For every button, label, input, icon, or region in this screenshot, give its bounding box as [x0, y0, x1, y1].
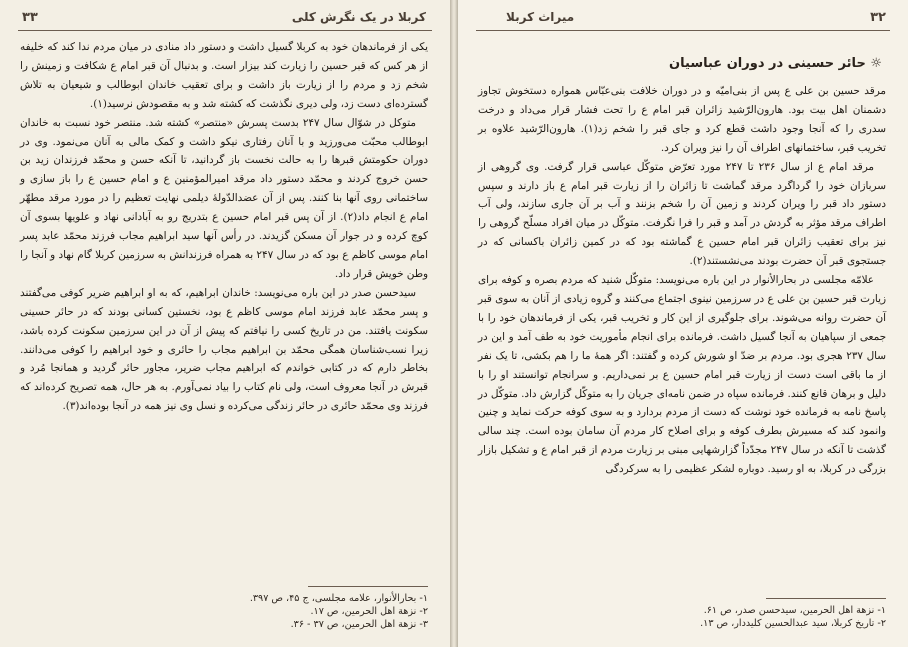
footnote: ۲- نزهة اهل الحرمین، ص ۱۷.: [310, 606, 428, 617]
right-page-number: ۳۲: [870, 10, 886, 25]
footnote: ۱- نزهة اهل الحرمین، سیدحسن صدر، ص ۶۱.: [703, 605, 886, 616]
paragraph: مرقد امام ع از سال ۲۳۶ تا ۲۴۷ مورد تعرّض متوکّل عباسی قرار گرفت. وی گروهی از سربازان خود را گرداگرد مرقد گماشت تا زائران را از زیارت قبر امام ع باز دارند و سپس دستور داد قبر را ویران کردند و زمین آن را شخم بزنند و آب بر آن جاری سازند، ولی آب اطراف مرقد مؤثر به گردش در آمد و قبر را فرا نگرفت. متوکّل در میان افراد مسلّح گروهی را نیز برای تعقیب زائران قبر امام حسین ع گماشته بود که در کمین زائران باکسانی که در جستجوی قبر آن حضرت بودند می‌نشستند(۲).: [478, 160, 886, 268]
left-page-number: ۳۳: [22, 10, 38, 25]
left-page-header: [18, 10, 432, 28]
footnote-rule: [308, 586, 428, 587]
paragraph: مرقد حسین بن علی ع پس از بنی‌امیّه و در دوران خلافت بنی‌عبّاس همواره دستخوش تجاوز دشمنان اهل بیت بود. هارون‌الرّشید زائران قبر امام ع را تحت فشار قرار می‌داد و درخت سدری را که آنجا وجود داشت قطع کرد و جای قبر را شخم زد(۱). هارون‌الرّشید علاوه بر تخریب قبر، ساختمانهای اطراف آن را نیز ویران کرد.: [478, 85, 886, 154]
footnote: ۲- تاریخ کربلا، سید عبدالحسین کلیددار، ص ۱۳.: [700, 618, 886, 629]
right-page-body: [478, 82, 886, 479]
footnote: ۱- بحارالأنوار، علامه مجلسی، ج ۴۵، ص ۳۹۷.: [249, 593, 428, 604]
paragraph: متوکل در شوّال سال ۲۴۷ بدست پسرش «منتصر» کشته شد. منتصر خود نسبت به خاندان ابوطالب محبّت می‌ورزید و با آنان رفتاری نیکو داشت و کمک مالی به آنان می‌نمود. وی در دوران حکومتش قبرها را به حالت نخست باز گردانید، تا آنکه حسن و محمّد فرزندان زید بن حسن خروج کردند و محمّد دستور داد مرقد امیرالمؤمنین ع و امام حسین ع را باز سازی و ساختمانی روی آنها بنا کنند. پس از آن عضدالدّولهٔ دیلمی نهایت تعظیم را در مورد مرقد مطهّر امام ع انجام داد(۲). از آن پس قبر امام حسین ع بتدریج رو به آبادانی نهاد و علویها بسوی آن کوچ کرده و در جوار آن مسکن گزیدند. در رأس آنها سید ابراهیم مجاب فرزند محمّد عابد پسر امام موسی کاظم ع بود که در سال ۲۴۷ به همراه فرزندانش به سرزمین کربلا گام نهاد و آنجا را وطن خویش قرار داد.: [20, 116, 428, 280]
left-running-title: کربلا در یک نگرش کلی: [291, 10, 426, 24]
left-page: [0, 0, 450, 647]
header-rule: [476, 30, 890, 31]
right-page-header: [476, 10, 890, 28]
footnote-rule: [766, 598, 886, 599]
footnote: ۳- نزهة اهل الحرمین، ص ۳۷ - ۳۶.: [290, 619, 428, 630]
right-page: [458, 0, 908, 647]
section-heading: ☼ حائر حسینی در دوران عباسیان: [669, 56, 882, 71]
paragraph: یکی از فرماندهان خود به کربلا گسیل داشت و دستور داد منادی در میان مردم ندا کند که خلیفه از هر کس که قبر حسین را زیارت کند بیزار است. و بدنبال آن قبر امام ع شکافت و زمینش را شخم زد و مردم را از زیارت باز داشت و برای تعقیب خاندان ابوطالب و شیعیان به تلاش گسترده‌ای دست زد، ولی دیری نگذشت که کشته شد و به مقصودش نرسید(۱).: [20, 41, 428, 110]
paragraph: سیدحسن صدر در این باره می‌نویسد: خاندان ابراهیم، که به او ابراهیم ضریر کوفی می‌گفتند و پسر محمّد عابد فرزند امام موسی کاظم ع بود، نخستین کسانی بودند که در حائر حسینی سکونت یافتند. من در تاریخ کسی را نیافتم که پیش از آن در این سرزمین سکونت کرده باشد، زیرا نسب‌شناسان همگی محمّد بن ابراهیم مجاب را حائری و خود ابراهیم را کوفی می‌دانند. بخاطر دارم که در کتابی خواندم که ابراهیم مجاب ضریر، مجاور حائر گردید و همانجا مُرد و قبرش در آنجا معروف است، ولی نام کتاب را بیاد نمی‌آورم. به هر حال، همه تصریح کرده‌اند که فرزند وی محمّد حائری در حائر زندگی می‌کرده و نسل وی نیز همه در آنجا بوده‌اند(۳).: [20, 286, 428, 413]
right-footnotes: [498, 604, 886, 630]
left-footnotes: [40, 592, 428, 631]
header-rule: [18, 30, 432, 31]
right-running-title: میراث کربلا: [506, 10, 575, 24]
left-page-body: [20, 38, 428, 416]
book-gutter: [450, 0, 458, 647]
paragraph: علامّه مجلسی در بحارالأنوار در این باره می‌نویسد: متوکّل شنید که مردم بصره و کوفه برای زیارت قبر حسین بن علی ع در سرزمین نینوی اجتماع می‌کنند و گروه زیادی از آنان به سوی قبر آن حضرت روانه می‌شوند. برای جلوگیری از این کار و تخریب قبر، یکی از فرماندهان خود را با جمعی از سپاهیان به آنجا گسیل داشت. فرمانده برای انجام مأموریت خود به طف آمد و این در سال ۲۳۷ هجری بود. مردم بر ضدّ او شورش کرده و گفتند: اگر همهٔ ما را هم بکشی، تا یک نفر از ما باقی است دست از زیارت قبر امام حسین ع بر نمی‌داریم. و سرانجام توانستند او را با دلیل و برهان قانع کنند. فرمانده سپاه در ضمن نامه‌ای جریان را به متوکّل گزارش داد. متوکّل در پاسخ نامه به فرمانده خود نوشت که دست از مردم بردارد و به سوی کوفه حرکت نماید و چنین وانمود کند که مسیرش بطرف کوفه و برای اصلاح کار مردم آن سامان بوده است. چند سالی گذشت تا آنکه در سال ۲۴۷ مجدّداً گزارشهایی مبنی بر زیارت مردم از قبر امام ع و تشکیل بازار بزرگی در کربلا، به او رسید. دوباره لشکر عظیمی را به سرکردگی: [477, 274, 886, 476]
